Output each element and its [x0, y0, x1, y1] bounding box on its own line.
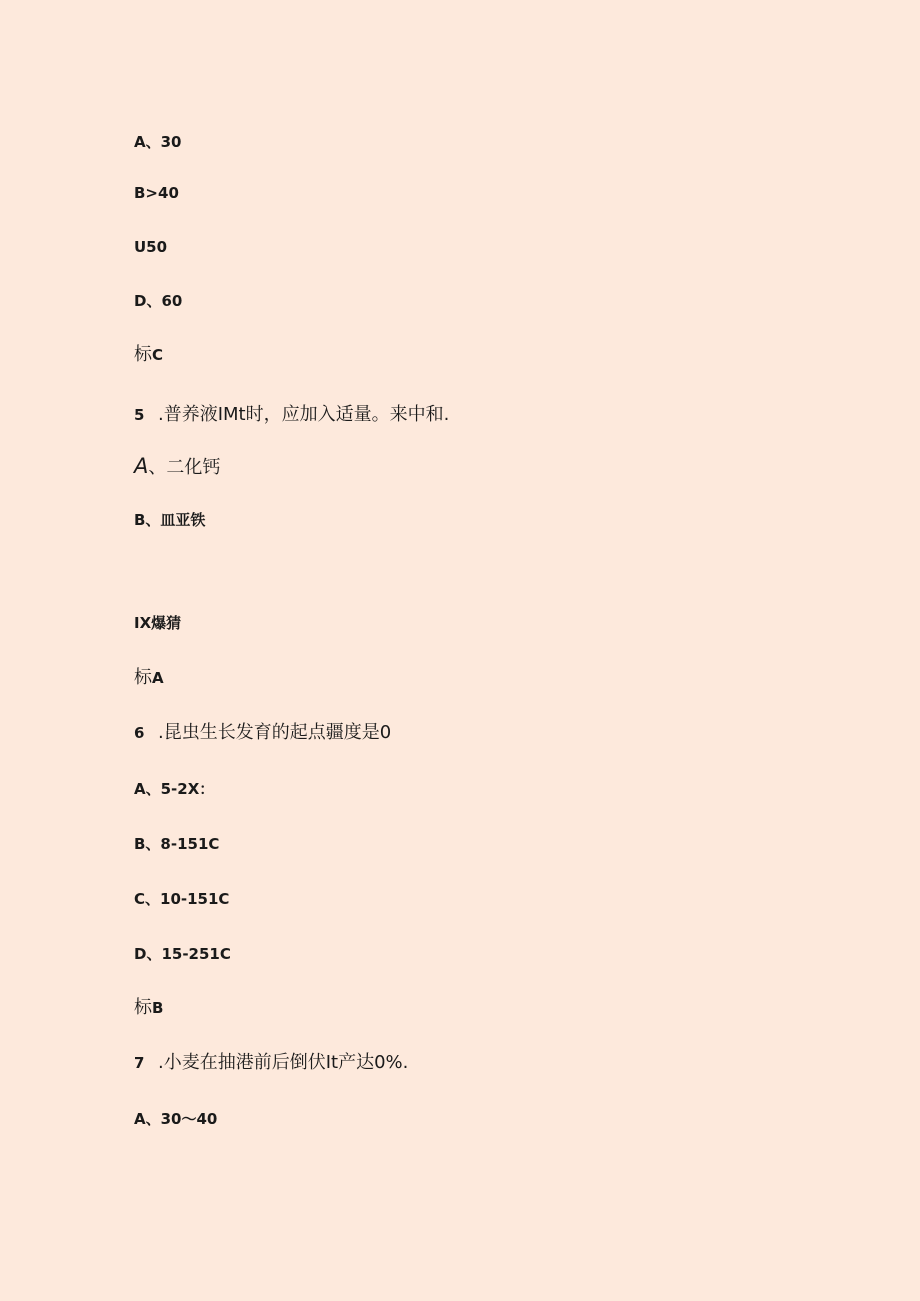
option-letter: A — [134, 454, 149, 478]
answer-value: C — [152, 346, 164, 364]
question-7 — [134, 1054, 408, 1072]
option-c-50: U50 — [134, 238, 168, 256]
answer-label: 标 — [134, 667, 152, 688]
question-number: 5 — [134, 406, 145, 424]
option-text: IX爆猜 — [134, 614, 182, 632]
question-text: .昆虫生长发育的起点疆度是0 — [158, 722, 392, 743]
question-number: 6 — [134, 724, 145, 742]
option-text: 、二化钙 — [148, 457, 221, 478]
answer-q4 — [134, 346, 163, 364]
option-text: B、皿亚铁 — [134, 511, 206, 529]
option-a-30: A、30 — [134, 133, 182, 151]
option-d-60: D、60 — [134, 292, 183, 310]
q7-option-a: A、30〜40 — [134, 1110, 218, 1128]
question-5 — [134, 406, 449, 424]
answer-value: A — [152, 669, 164, 687]
answer-value: B — [152, 999, 164, 1017]
q6-option-c: C、10-151C — [134, 890, 230, 908]
question-text: .普养液IMt时，应加入适量。来中和. — [158, 404, 450, 425]
answer-q5 — [134, 669, 164, 687]
q5-option-b — [134, 511, 205, 529]
q6-option-d: D、15-251C — [134, 945, 231, 963]
answer-label: 标 — [134, 997, 152, 1018]
option-b-40: B>40 — [134, 184, 179, 202]
question-text: .小麦在抽港前后倒伏It产达0%. — [158, 1052, 409, 1073]
q6-option-b: B、8-151C — [134, 835, 220, 853]
q5-option-a — [134, 456, 220, 477]
answer-q6 — [134, 999, 163, 1017]
answer-label: 标 — [134, 344, 152, 365]
q6-option-a: A、5-2X： — [134, 780, 215, 798]
question-6 — [134, 724, 391, 742]
question-number: 7 — [134, 1054, 145, 1072]
q5-option-c — [134, 614, 181, 632]
